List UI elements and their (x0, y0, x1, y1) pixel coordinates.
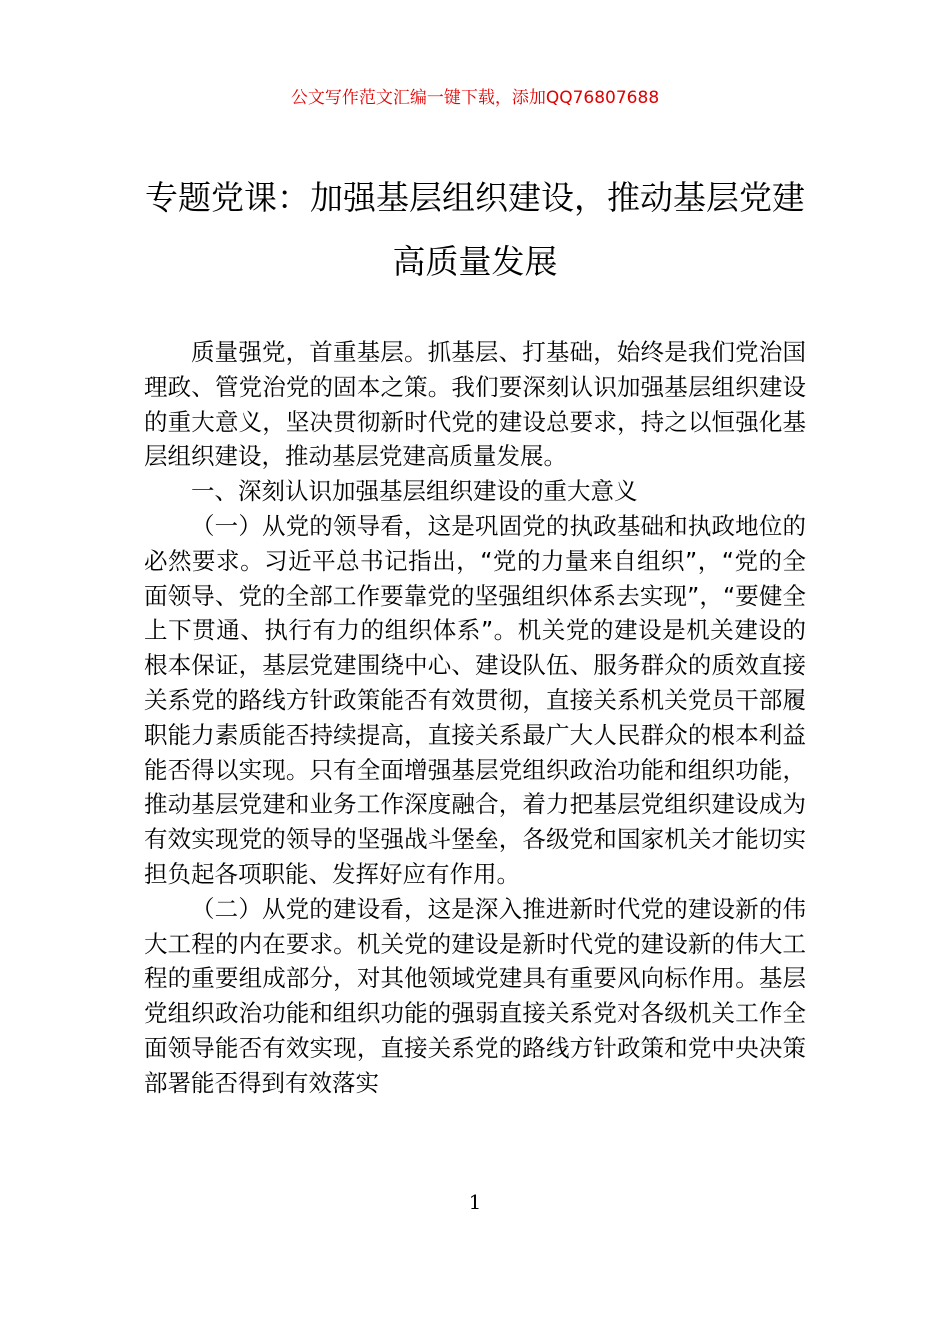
document-title: 专题党课：加强基层组织建设，推动基层党建高质量发展 (145, 178, 805, 281)
page-number: 1 (468, 1190, 482, 1214)
body-paragraph-2: （二）从党的建设看，这是深入推进新时代党的建设新的伟大工程的内在要求。机关党的建设是新时代党的建设新的伟大工程的重要组成部分，对其他领域党建具有重要风向标作用。基层党组织政治功能和组织功能的强弱直接关系党对各级机关工作全面领导能否有效实现，直接关系党的路线方针政策和党中央决策部署能否得到有效落实 (144, 894, 806, 1097)
document-body (144, 335, 806, 1101)
intro-paragraph: 质量强党，首重基层。抓基层、打基础，始终是我们党治国理政、管党治党的固本之策。我们要深刻认识加强基层组织建设的重大意义，坚决贯彻新时代党的建设总要求，持之以恒强化基层组织建设，推动基层党建高质量发展。 (144, 338, 806, 471)
section-heading-1: 一、深刻认识加强基层组织建设的重大意义 (191, 477, 638, 506)
header-download-note: 公文写作范文汇编一键下载，添加QQ76807688 (290, 88, 660, 108)
body-paragraph-1: （一）从党的领导看，这是巩固党的执政基础和执政地位的必然要求。习近平总书记指出，“党的力量来自组织”，“党的全面领导、党的全部工作要靠党的坚强组织体系去实现”，“要健全上下贯通、执行有力的组织体系”。机关党的建设是机关建设的根本保证，基层党建围绕中心、建设队伍、服务群众的质效直接关系党的路线方针政策能否有效贯彻，直接关系机关党员干部履职能力素质能否持续提高，直接关系最广大人民群众的根本利益能否得以实现。只有全面增强基层党组织政治功能和组织功能，推动基层党建和业务工作深度融合，着力把基层党组织建设成为有效实现党的领导的坚强战斗堡垒，各级党和国家机关才能切实担负起各项职能、发挥好应有作用。 (144, 511, 806, 888)
